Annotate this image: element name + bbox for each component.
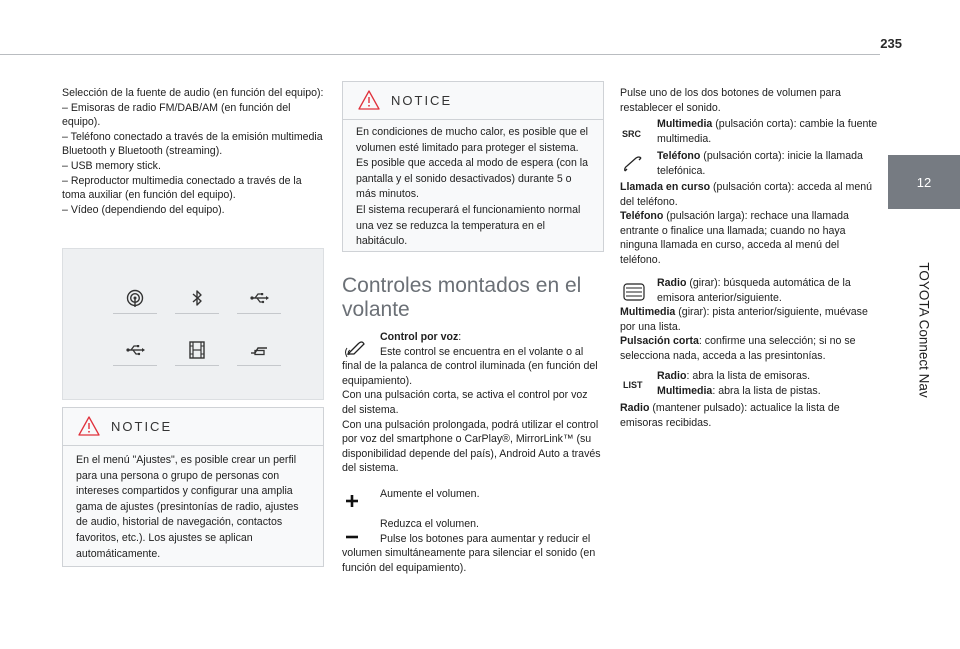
notice-text: En el menú "Ajustes", es posible crear un perfil para una persona o grupo de personas con intereses compartidos y configurar una amplia gama de ajustes (presintonías de radio, ajustes de audio, historial de navegación, contactos favoritos, etc.). Los ajustes se aplican automáticamente. xyxy=(76,454,299,560)
mute-restore-text: Pulse uno de los dos botones de volumen para restablecer el sonido. xyxy=(620,87,841,114)
src-title: Multimedia xyxy=(657,118,713,130)
call-in-progress xyxy=(620,180,880,209)
icon-divider xyxy=(175,313,219,314)
icon-divider xyxy=(237,365,281,366)
multimedia-rotate xyxy=(620,305,880,334)
radio-rotate-desc xyxy=(657,276,880,305)
icon-divider xyxy=(237,313,281,314)
voice-control-long: Con una pulsación prolongada, podrá utilizar el control por voz del smartphone o CarPlay®, MirrorLink™ (su disponibilidad depende del país), Android Auto a través del sistema. xyxy=(342,418,601,475)
radio-rotate-text: (girar): búsqueda automática de la emisora anterior/siguiente. xyxy=(657,277,851,304)
phone-long-press xyxy=(620,209,880,267)
audio-source-item: – USB memory stick. xyxy=(62,159,161,172)
chapter-label: TOYOTA Connect Nav xyxy=(916,262,932,398)
audio-source-item: – Reproductor multimedia conectado a través de la toma auxiliar (en función del equipo). xyxy=(62,174,302,202)
phone-desc xyxy=(657,149,880,178)
audio-source-item: – Teléfono conectado a través de la emisión multimedia Bluetooth y Bluetooth (streaming). xyxy=(62,130,323,158)
radio-hold-desc xyxy=(620,401,880,430)
src-button-label: SRC xyxy=(622,129,642,139)
phone-actions-text xyxy=(620,180,880,268)
list-multimedia-text: : abra la lista de pistas. xyxy=(712,384,821,397)
notice-box-heat xyxy=(342,81,604,252)
scroll-wheel-icon xyxy=(622,283,646,306)
voice-control-text xyxy=(342,330,604,476)
notice-text: En condiciones de mucho calor, es posible que el volumen esté limitado para proteger el sistema. Es posible que acceda al modo de espera (con la pantalla y el sonido desactivados) durante 5 o más minutos. El sistema recuperará el funcionamiento normal una vez se reduzca la temperatura en el habitáculo. xyxy=(356,126,589,248)
radio-icon xyxy=(115,285,155,311)
notice-header xyxy=(63,408,323,446)
audio-source-icons xyxy=(62,248,324,400)
voice-control-colon: : xyxy=(458,331,462,343)
warning-icon xyxy=(358,90,380,110)
warning-icon xyxy=(78,416,100,436)
wheel-actions-text xyxy=(620,305,880,363)
list-radio xyxy=(657,369,880,384)
usb-icon xyxy=(239,285,279,311)
bluetooth-icon xyxy=(177,285,217,311)
short-press-text: : confirme una selección; si no se selecciona nada, acceda a las presintonías. xyxy=(620,335,856,362)
icon-divider xyxy=(175,365,219,366)
icon-divider xyxy=(113,365,157,366)
short-press xyxy=(620,334,880,363)
icon-divider xyxy=(113,313,157,314)
radio-rotate-title: Radio xyxy=(657,277,687,289)
list-radio-text: : abra la lista de emisoras. xyxy=(686,370,811,382)
voice-control-title: Control por voz xyxy=(380,331,459,343)
phone-title: Teléfono xyxy=(657,150,701,162)
chapter-tab[interactable]: 12 xyxy=(888,155,960,209)
video-icon xyxy=(177,337,217,363)
radio-hold-text: (mantener pulsado): actualice la lista de emisoras recibidas. xyxy=(620,402,840,429)
call-text: (pulsación corta): acceda al menú del teléfono. xyxy=(620,181,873,208)
list-button-label: LIST xyxy=(623,380,643,390)
src-desc xyxy=(657,117,880,146)
section-heading: Controles montados en el volante xyxy=(342,274,582,321)
list-desc xyxy=(657,369,880,398)
list-radio-title: Radio xyxy=(657,370,687,382)
multimedia-rotate-title: Multimedia xyxy=(620,306,676,318)
plus-icon xyxy=(344,493,360,514)
voice-control-short: Con una pulsación corta, se activa el control por voz del sistema. xyxy=(342,389,588,416)
audio-source-intro: Selección de la fuente de audio (en función del equipo): xyxy=(62,87,324,99)
audio-source-text xyxy=(62,86,324,217)
notice-header xyxy=(343,82,603,120)
list-multimedia xyxy=(657,384,880,399)
usb-icon xyxy=(115,337,155,363)
radio-hold-title: Radio xyxy=(620,402,650,414)
voice-control-desc: Este control se encuentra en el volante o al final de la palanca de control iluminada (en función del equipamiento). xyxy=(342,345,598,387)
volume-up-text: Aumente el volumen. xyxy=(380,488,480,500)
volume-down-title: Reduzca el volumen. xyxy=(380,518,479,530)
multimedia-rotate-text: (girar): pista anterior/siguiente, muévase por una lista. xyxy=(620,306,868,333)
notice-box-profiles xyxy=(62,407,324,567)
src-text: (pulsación corta): cambie la fuente multimedia. xyxy=(657,118,878,145)
page-number: 235 xyxy=(880,36,902,51)
volume-down-desc: Pulse los botones para aumentar y reducir el volumen simultáneamente para silenciar el sonido (en función del equipamiento). xyxy=(342,532,596,574)
audio-source-item: – Emisoras de radio FM/DAB/AM (en función del equipo). xyxy=(62,101,291,129)
header-rule xyxy=(0,54,880,55)
list-multimedia-title: Multimedia xyxy=(657,384,713,397)
short-press-title: Pulsación corta xyxy=(620,335,699,348)
audio-source-item: – Vídeo (dependiendo del equipo). xyxy=(62,203,225,216)
aux-cable-icon xyxy=(239,337,279,363)
phone-long-title: Teléfono xyxy=(620,210,664,223)
phone-long-text: (pulsación larga): rechace una llamada entrante o finalice una llamada; cuando no haya ninguna llamada en curso, acceda al menú del teléfono. xyxy=(620,210,849,266)
notice-title: NOTICE xyxy=(111,419,173,434)
volume-down-text xyxy=(342,517,604,575)
phone-text: (pulsación corta): inicie la llamada telefónica. xyxy=(657,150,863,177)
phone-icon xyxy=(622,155,644,178)
call-title: Llamada en curso xyxy=(620,181,711,193)
notice-title: NOTICE xyxy=(391,93,453,108)
